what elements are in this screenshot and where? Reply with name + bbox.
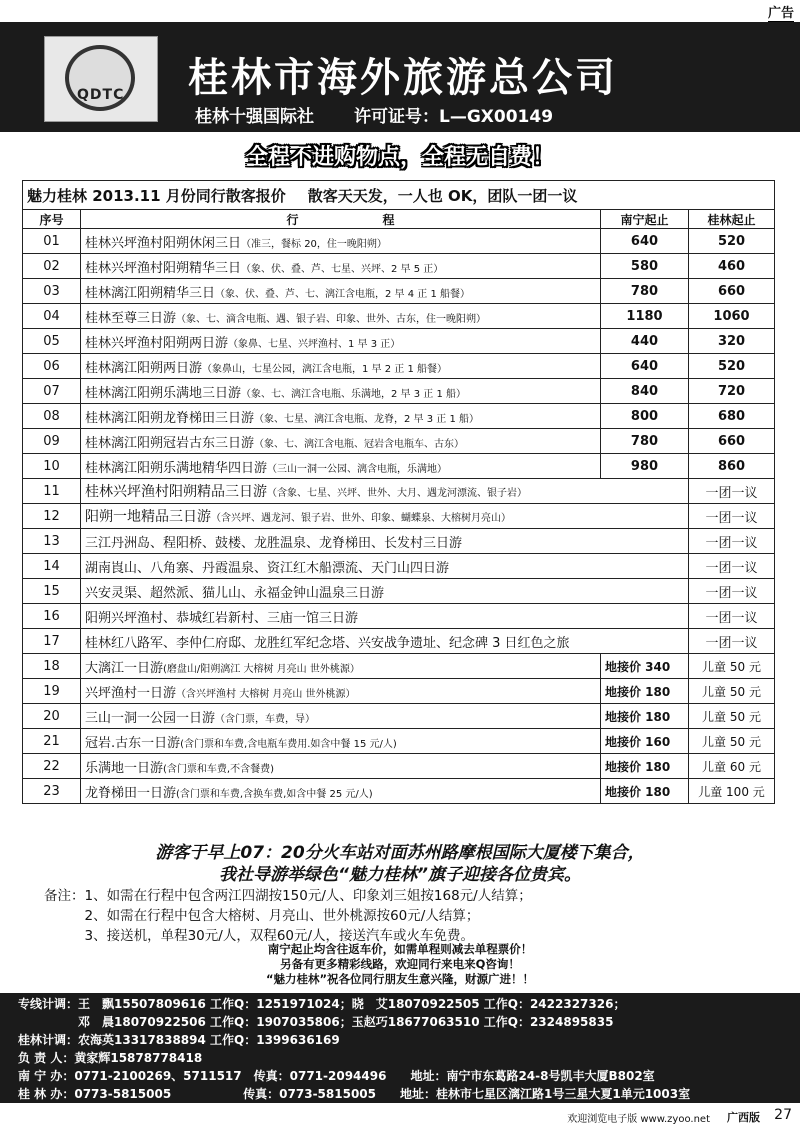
itinerary-name: 桂林至尊三日游 bbox=[85, 310, 177, 326]
itinerary-note: （象鼻山，七星公园，漓江含电瓶，1 早 2 正 1 船餐） bbox=[202, 363, 447, 375]
itinerary-note: （象、七星、漓江含电瓶、龙脊，2 早 3 正 1 船） bbox=[254, 413, 479, 425]
row-number: 04 bbox=[23, 304, 81, 329]
itinerary-note: （准三，餐标 20，住一晚阳朔） bbox=[241, 238, 387, 250]
guilin-price: 520 bbox=[689, 229, 775, 254]
row-number: 15 bbox=[23, 579, 81, 604]
table-row bbox=[23, 329, 775, 354]
itinerary-name: 兴安灵渠、超然派、猫儿山、永福金钟山温泉三日游 bbox=[85, 585, 385, 601]
itinerary-cell bbox=[81, 704, 601, 729]
table-row bbox=[23, 454, 775, 479]
table-row bbox=[23, 504, 775, 529]
nanning-price: 980 bbox=[601, 454, 689, 479]
itinerary-name: 桂林兴坪渔村阳朔精品三日游 bbox=[85, 484, 267, 500]
negotiated-price: 一团一议 bbox=[689, 629, 775, 654]
contact-panel bbox=[0, 993, 800, 1103]
local-price: 地接价 180 bbox=[601, 754, 689, 779]
meeting-line-1: 游客于早上07：20分火车站对面苏州路摩根国际大厦楼下集合， bbox=[155, 843, 645, 863]
notes bbox=[44, 886, 532, 946]
itinerary-note: (磨盘山/阳朔漓江 大榕树 月亮山 世外桃源） bbox=[163, 663, 360, 675]
ad-tag: 广告 bbox=[768, 2, 794, 23]
note-1: 备注：1、如需在行程中包含两江四湖按150元/人、印象刘三姐按168元/人结算； bbox=[44, 888, 532, 904]
itinerary-cell bbox=[81, 229, 601, 254]
note-2: 2、如需在行程中包含大榕树、月亮山、世外桃源按60元/人结算； bbox=[44, 908, 480, 924]
itinerary-note: （含兴坪、遇龙河、银子岩、世外、印象、蝴蝶泉、大榕树月亮山） bbox=[211, 513, 511, 524]
itinerary-cell bbox=[81, 504, 689, 529]
itinerary-name: 桂林漓江阳朔龙脊梯田三日游 bbox=[85, 410, 255, 426]
itinerary-cell bbox=[81, 754, 601, 779]
company-name: 桂林市海外旅游总公司 bbox=[188, 55, 618, 101]
child-price: 儿童 50 元 bbox=[689, 654, 775, 679]
itinerary-cell bbox=[81, 304, 601, 329]
row-number: 01 bbox=[23, 229, 81, 254]
itinerary-name: 乐满地一日游 bbox=[85, 760, 164, 776]
header-nanning: 南宁起止 bbox=[601, 210, 689, 229]
row-number: 22 bbox=[23, 754, 81, 779]
table-header-row bbox=[23, 210, 775, 229]
local-price: 地接价 340 bbox=[601, 654, 689, 679]
row-number: 20 bbox=[23, 704, 81, 729]
itinerary-name: 阳朔一地精品三日游 bbox=[85, 509, 211, 525]
negotiated-price: 一团一议 bbox=[689, 604, 775, 629]
child-price: 儿童 100 元 bbox=[689, 779, 775, 804]
itinerary-cell bbox=[81, 354, 601, 379]
table-title-row bbox=[23, 181, 775, 210]
itinerary-name: 桂林漓江阳朔精华三日 bbox=[85, 285, 216, 301]
itinerary-name: 桂林红八路军、李仲仁府邸、龙胜红军纪念塔、兴安战争遗址、纪念碑 3 日红色之旅 bbox=[85, 635, 570, 651]
itinerary-cell bbox=[81, 329, 601, 354]
negotiated-price: 一团一议 bbox=[689, 504, 775, 529]
local-price: 地接价 180 bbox=[601, 779, 689, 804]
row-number: 06 bbox=[23, 354, 81, 379]
note-3: 3、接送机，单程30元/人，双程60元/人，接送汽车或火车免费。 bbox=[44, 928, 475, 944]
child-price: 儿童 60 元 bbox=[689, 754, 775, 779]
nanning-price: 580 bbox=[601, 254, 689, 279]
itinerary-name: 兴坪渔村一日游 bbox=[85, 685, 177, 701]
guilin-price: 520 bbox=[689, 354, 775, 379]
table-subtitle: 散客天天发，一人也 OK，团队一团一议 bbox=[307, 186, 578, 205]
guilin-price: 660 bbox=[689, 429, 775, 454]
itinerary-cell bbox=[81, 554, 689, 579]
itinerary-note: （象鼻、七星、兴坪渔村、1 早 3 正） bbox=[228, 338, 401, 350]
nanning-price: 640 bbox=[601, 354, 689, 379]
local-price: 地接价 180 bbox=[601, 679, 689, 704]
itinerary-cell bbox=[81, 579, 689, 604]
tagline: 桂林十强国际社 bbox=[195, 107, 314, 127]
itinerary-note: （含兴坪渔村 大榕树 月亮山 世外桃源） bbox=[176, 688, 356, 700]
row-number: 14 bbox=[23, 554, 81, 579]
nanning-price: 800 bbox=[601, 404, 689, 429]
row-number: 03 bbox=[23, 279, 81, 304]
itinerary-cell bbox=[81, 404, 601, 429]
row-number: 11 bbox=[23, 479, 81, 504]
meeting-line-2: 我社导游举绿色“魅力桂林”旗子迎接各位贵宾。 bbox=[219, 865, 581, 885]
local-price: 地接价 180 bbox=[601, 704, 689, 729]
child-price: 儿童 50 元 bbox=[689, 679, 775, 704]
row-number: 12 bbox=[23, 504, 81, 529]
itinerary-note: （象、七、滴含电瓶、遇、银子岩、印象、世外、古东，住一晚阳朔） bbox=[176, 313, 487, 325]
itinerary-name: 桂林漓江阳朔冠岩古东三日游 bbox=[85, 435, 255, 451]
child-price: 儿童 50 元 bbox=[689, 729, 775, 754]
table-row bbox=[23, 629, 775, 654]
child-price: 儿童 50 元 bbox=[689, 704, 775, 729]
row-number: 18 bbox=[23, 654, 81, 679]
row-number: 21 bbox=[23, 729, 81, 754]
table-row bbox=[23, 404, 775, 429]
itinerary-name: 桂林兴坪渔村阳朔精华三日 bbox=[85, 260, 242, 276]
itinerary-cell bbox=[81, 379, 601, 404]
table-row bbox=[23, 579, 775, 604]
row-number: 02 bbox=[23, 254, 81, 279]
slogan: 全程不进购物点，全程无自费！ bbox=[245, 145, 554, 170]
local-price: 地接价 160 bbox=[601, 729, 689, 754]
header-banner bbox=[0, 22, 800, 132]
table-row bbox=[23, 529, 775, 554]
row-number: 17 bbox=[23, 629, 81, 654]
extra-3: “魅力桂林”祝各位同行朋友生意兴隆，财源广进！！ bbox=[265, 972, 535, 986]
table-row bbox=[23, 254, 775, 279]
guilin-price: 860 bbox=[689, 454, 775, 479]
guilin-price: 320 bbox=[689, 329, 775, 354]
footer-edition: 广西版 bbox=[727, 1111, 760, 1124]
negotiated-price: 一团一议 bbox=[689, 529, 775, 554]
negotiated-price: 一团一议 bbox=[689, 554, 775, 579]
table-row bbox=[23, 479, 775, 504]
itinerary-cell bbox=[81, 454, 601, 479]
itinerary-note: （含门票，车费，导） bbox=[215, 713, 316, 725]
negotiated-price: 一团一议 bbox=[689, 579, 775, 604]
table-row bbox=[23, 379, 775, 404]
table-row bbox=[23, 604, 775, 629]
contact-line-3: 桂林计调：农海英13317838894 工作Q：1399636169 bbox=[18, 1033, 340, 1047]
header-no: 序号 bbox=[23, 210, 81, 229]
itinerary-cell bbox=[81, 679, 601, 704]
itinerary-cell bbox=[81, 479, 689, 504]
company-logo bbox=[44, 36, 158, 122]
table-row bbox=[23, 354, 775, 379]
itinerary-name: 桂林漓江阳朔乐满地三日游 bbox=[85, 385, 242, 401]
extra-1: 南宁起止均含往返车价，如需单程则减去单程票价！ bbox=[267, 942, 533, 956]
page-number: 27 bbox=[774, 1107, 792, 1123]
table-row bbox=[23, 654, 775, 679]
row-number: 10 bbox=[23, 454, 81, 479]
itinerary-name: 龙脊梯田一日游 bbox=[85, 785, 177, 801]
guilin-price: 680 bbox=[689, 404, 775, 429]
table-row bbox=[23, 754, 775, 779]
itinerary-cell bbox=[81, 779, 601, 804]
row-number: 23 bbox=[23, 779, 81, 804]
itinerary-name: 桂林漓江阳朔乐满地精华四日游 bbox=[85, 460, 268, 476]
table-title: 魅力桂林 2013.11 月份同行散客报价 bbox=[27, 186, 286, 205]
meeting-notice bbox=[0, 842, 800, 886]
itinerary-cell bbox=[81, 254, 601, 279]
header-guilin: 桂林起止 bbox=[689, 210, 775, 229]
itinerary-cell bbox=[81, 279, 601, 304]
itinerary-name: 冠岩.古东一日游 bbox=[85, 735, 181, 751]
itinerary-note: （象、伏、叠、芦、七、漓江含电瓶，2 早 4 正 1 船餐） bbox=[215, 288, 470, 300]
row-number: 13 bbox=[23, 529, 81, 554]
footer bbox=[0, 1106, 800, 1126]
contact-line-4: 负 责 人：黄家辉15878778418 bbox=[18, 1051, 203, 1065]
guilin-price: 460 bbox=[689, 254, 775, 279]
row-number: 07 bbox=[23, 379, 81, 404]
row-number: 05 bbox=[23, 329, 81, 354]
contact-line-2: 邓 晨18070922506 工作Q：1907035806；玉赵巧18677063510 工作Q：2324895835 bbox=[18, 1015, 614, 1029]
itinerary-name: 三江丹洲岛、程阳桥、鼓楼、龙胜温泉、龙脊梯田、长发村三日游 bbox=[85, 535, 463, 551]
guilin-price: 720 bbox=[689, 379, 775, 404]
table-row bbox=[23, 279, 775, 304]
guilin-price: 1060 bbox=[689, 304, 775, 329]
nanning-price: 780 bbox=[601, 429, 689, 454]
extra-2: 另备有更多精彩线路，欢迎同行来电来Q咨询！ bbox=[280, 957, 520, 971]
extra-info bbox=[0, 942, 800, 987]
negotiated-price: 一团一议 bbox=[689, 479, 775, 504]
contact-line-1: 专线计调：王 飘15507809616 工作Q：1251971024；晓 艾18070922505 工作Q：2422327326； bbox=[18, 997, 626, 1011]
itinerary-name: 桂林兴坪渔村阳朔休闲三日 bbox=[85, 235, 242, 251]
itinerary-cell bbox=[81, 654, 601, 679]
itinerary-note: （象、伏、叠、芦、七星、兴坪、2 早 5 正） bbox=[241, 263, 444, 275]
guilin-price: 660 bbox=[689, 279, 775, 304]
nanning-price: 1180 bbox=[601, 304, 689, 329]
nanning-price: 640 bbox=[601, 229, 689, 254]
row-number: 09 bbox=[23, 429, 81, 454]
header-subline bbox=[195, 102, 553, 127]
itinerary-note: （含象、七星、兴坪、世外、大月、遇龙河漂流、银子岩） bbox=[267, 488, 527, 499]
table-row bbox=[23, 554, 775, 579]
itinerary-name: 大漓江一日游 bbox=[85, 660, 164, 676]
nanning-price: 440 bbox=[601, 329, 689, 354]
itinerary-note: （象、七、漓江含电瓶、乐满地，2 早 3 正 1 船） bbox=[241, 388, 466, 400]
itinerary-cell bbox=[81, 729, 601, 754]
table-row bbox=[23, 304, 775, 329]
itinerary-name: 桂林漓江阳朔两日游 bbox=[85, 360, 203, 376]
itinerary-note: （象、七、漓江含电瓶、冠岩含电瓶车、古东） bbox=[254, 438, 465, 450]
table-row bbox=[23, 779, 775, 804]
license-number: 许可证号：L—GX00149 bbox=[354, 107, 554, 127]
itinerary-name: 湖南崀山、八角寨、丹霞温泉、资江红木船漂流、天门山四日游 bbox=[85, 560, 450, 576]
itinerary-note: (含门票和车费,含换车费,如含中餐 25 元/人) bbox=[176, 788, 373, 800]
price-table bbox=[22, 180, 775, 804]
table-row bbox=[23, 229, 775, 254]
row-number: 08 bbox=[23, 404, 81, 429]
itinerary-cell bbox=[81, 629, 689, 654]
itinerary-note: (含门票和车费,不含餐费) bbox=[163, 763, 274, 775]
itinerary-name: 三山一洞一公园一日游 bbox=[85, 710, 216, 726]
header-itinerary: 行 程 bbox=[81, 210, 601, 229]
contact-line-6: 桂 林 办：0773-5815005 传真：0773-5815005 地址：桂林市七星区漓江路1号三星大夏1单元1003室 bbox=[18, 1087, 691, 1101]
itinerary-cell bbox=[81, 604, 689, 629]
nanning-price: 840 bbox=[601, 379, 689, 404]
itinerary-name: 阳朔兴坪渔村、恭城红岩新村、三庙一馆三日游 bbox=[85, 610, 359, 626]
footer-site: 欢迎浏览电子版 www.zyoo.net bbox=[567, 1114, 710, 1125]
nanning-price: 780 bbox=[601, 279, 689, 304]
itinerary-cell bbox=[81, 429, 601, 454]
row-number: 19 bbox=[23, 679, 81, 704]
itinerary-cell bbox=[81, 529, 689, 554]
logo-text: QDTC bbox=[77, 87, 125, 103]
contact-line-5: 南 宁 办：0771-2100269、5711517 传真：0771-2094496 地址：南宁市东葛路24-8号凯丰大厦B802室 bbox=[18, 1069, 655, 1083]
table-row bbox=[23, 679, 775, 704]
row-number: 16 bbox=[23, 604, 81, 629]
table-row bbox=[23, 729, 775, 754]
table-row bbox=[23, 704, 775, 729]
itinerary-name: 桂林兴坪渔村阳朔两日游 bbox=[85, 335, 229, 351]
itinerary-note: （三山一洞一公园、漓含电瓶，乐满地） bbox=[267, 463, 448, 475]
itinerary-note: (含门票和车费,含电瓶车费用.如含中餐 15 元/人) bbox=[180, 738, 397, 750]
table-row bbox=[23, 429, 775, 454]
